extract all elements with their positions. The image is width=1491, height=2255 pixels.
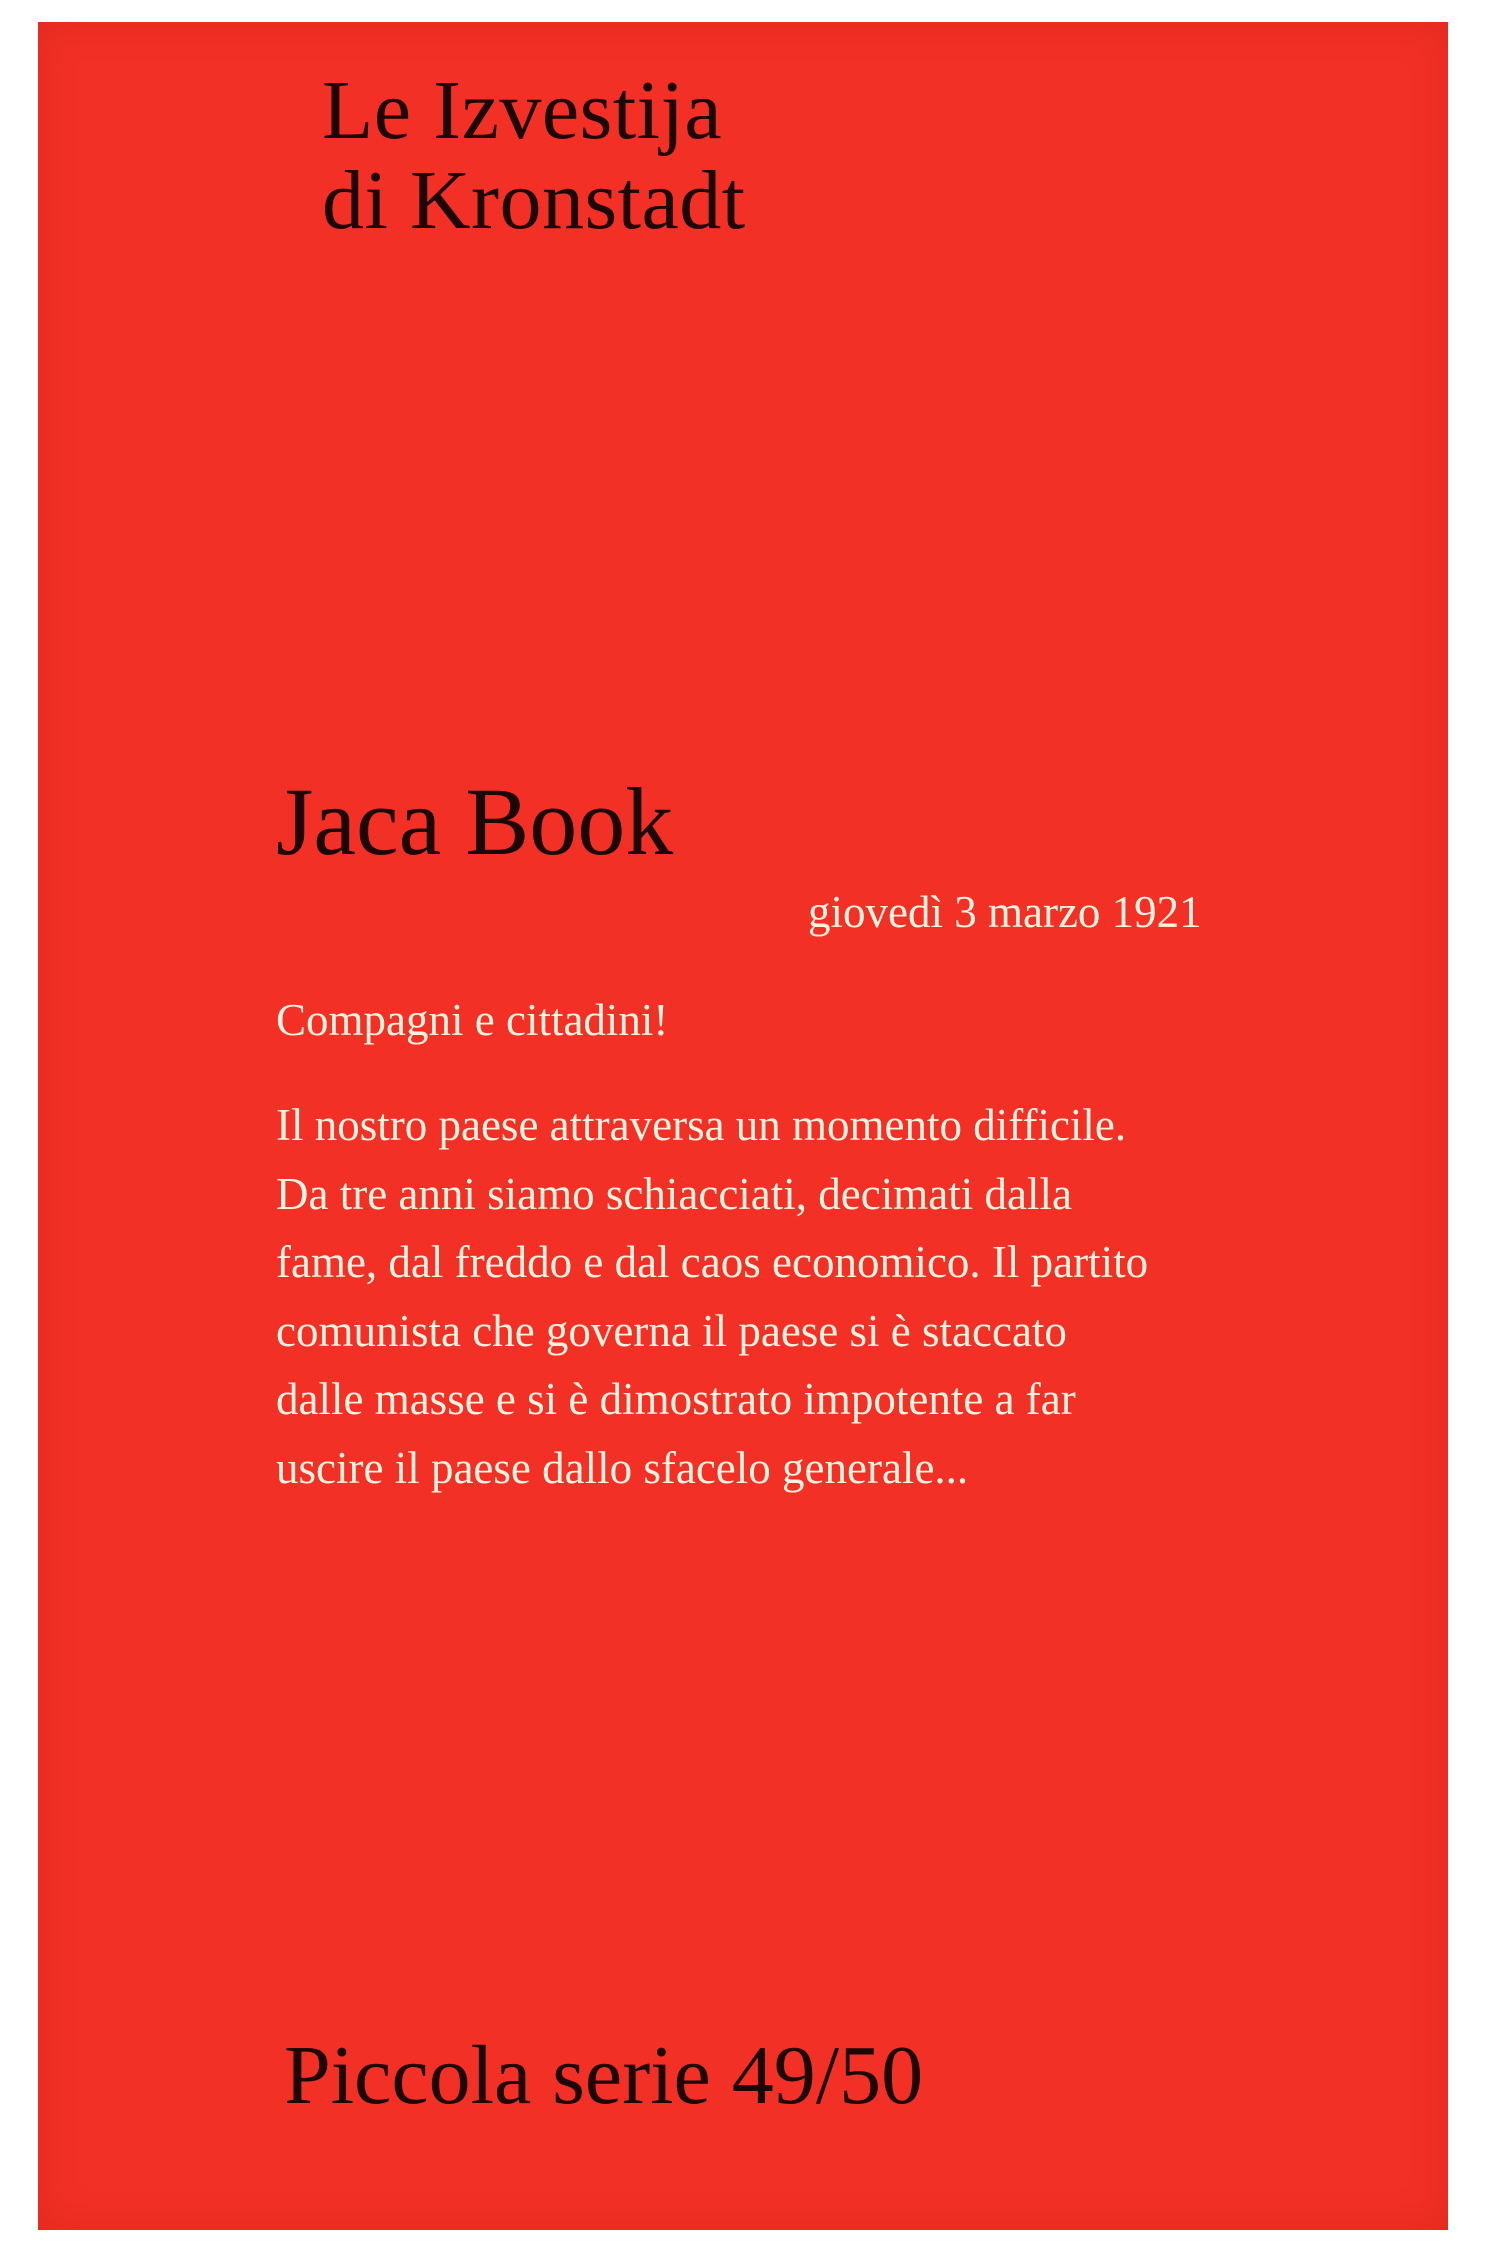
quote-date: giovedì 3 marzo 1921 (808, 887, 1202, 937)
publisher-name: Jaca Book (276, 768, 674, 875)
quote-line: uscire il paese dallo sfacelo generale... (276, 1442, 969, 1493)
quote-salutation: Compagni e cittadini! (276, 995, 669, 1045)
book-title-line-2: di Kronstadt (322, 154, 746, 247)
book-title-line-1: Le Izvestija (322, 64, 723, 157)
quote-line: Il nostro paese attraversa un momento difficile. (276, 1100, 1127, 1150)
book-title (322, 66, 746, 246)
quote-body (276, 1091, 1296, 1502)
quote-line: Da tre anni siamo schiacciati, decimati dalla (276, 1168, 1072, 1219)
quote-line: dalle masse e si è dimostrato impotente a far (276, 1374, 1076, 1424)
quote-line: comunista che governa il paese si è staccato (276, 1305, 1067, 1356)
quote-line: fame, dal freddo e dal caos economico. Il partito (276, 1237, 1149, 1287)
series-label: Piccola serie 49/50 (284, 2029, 924, 2122)
